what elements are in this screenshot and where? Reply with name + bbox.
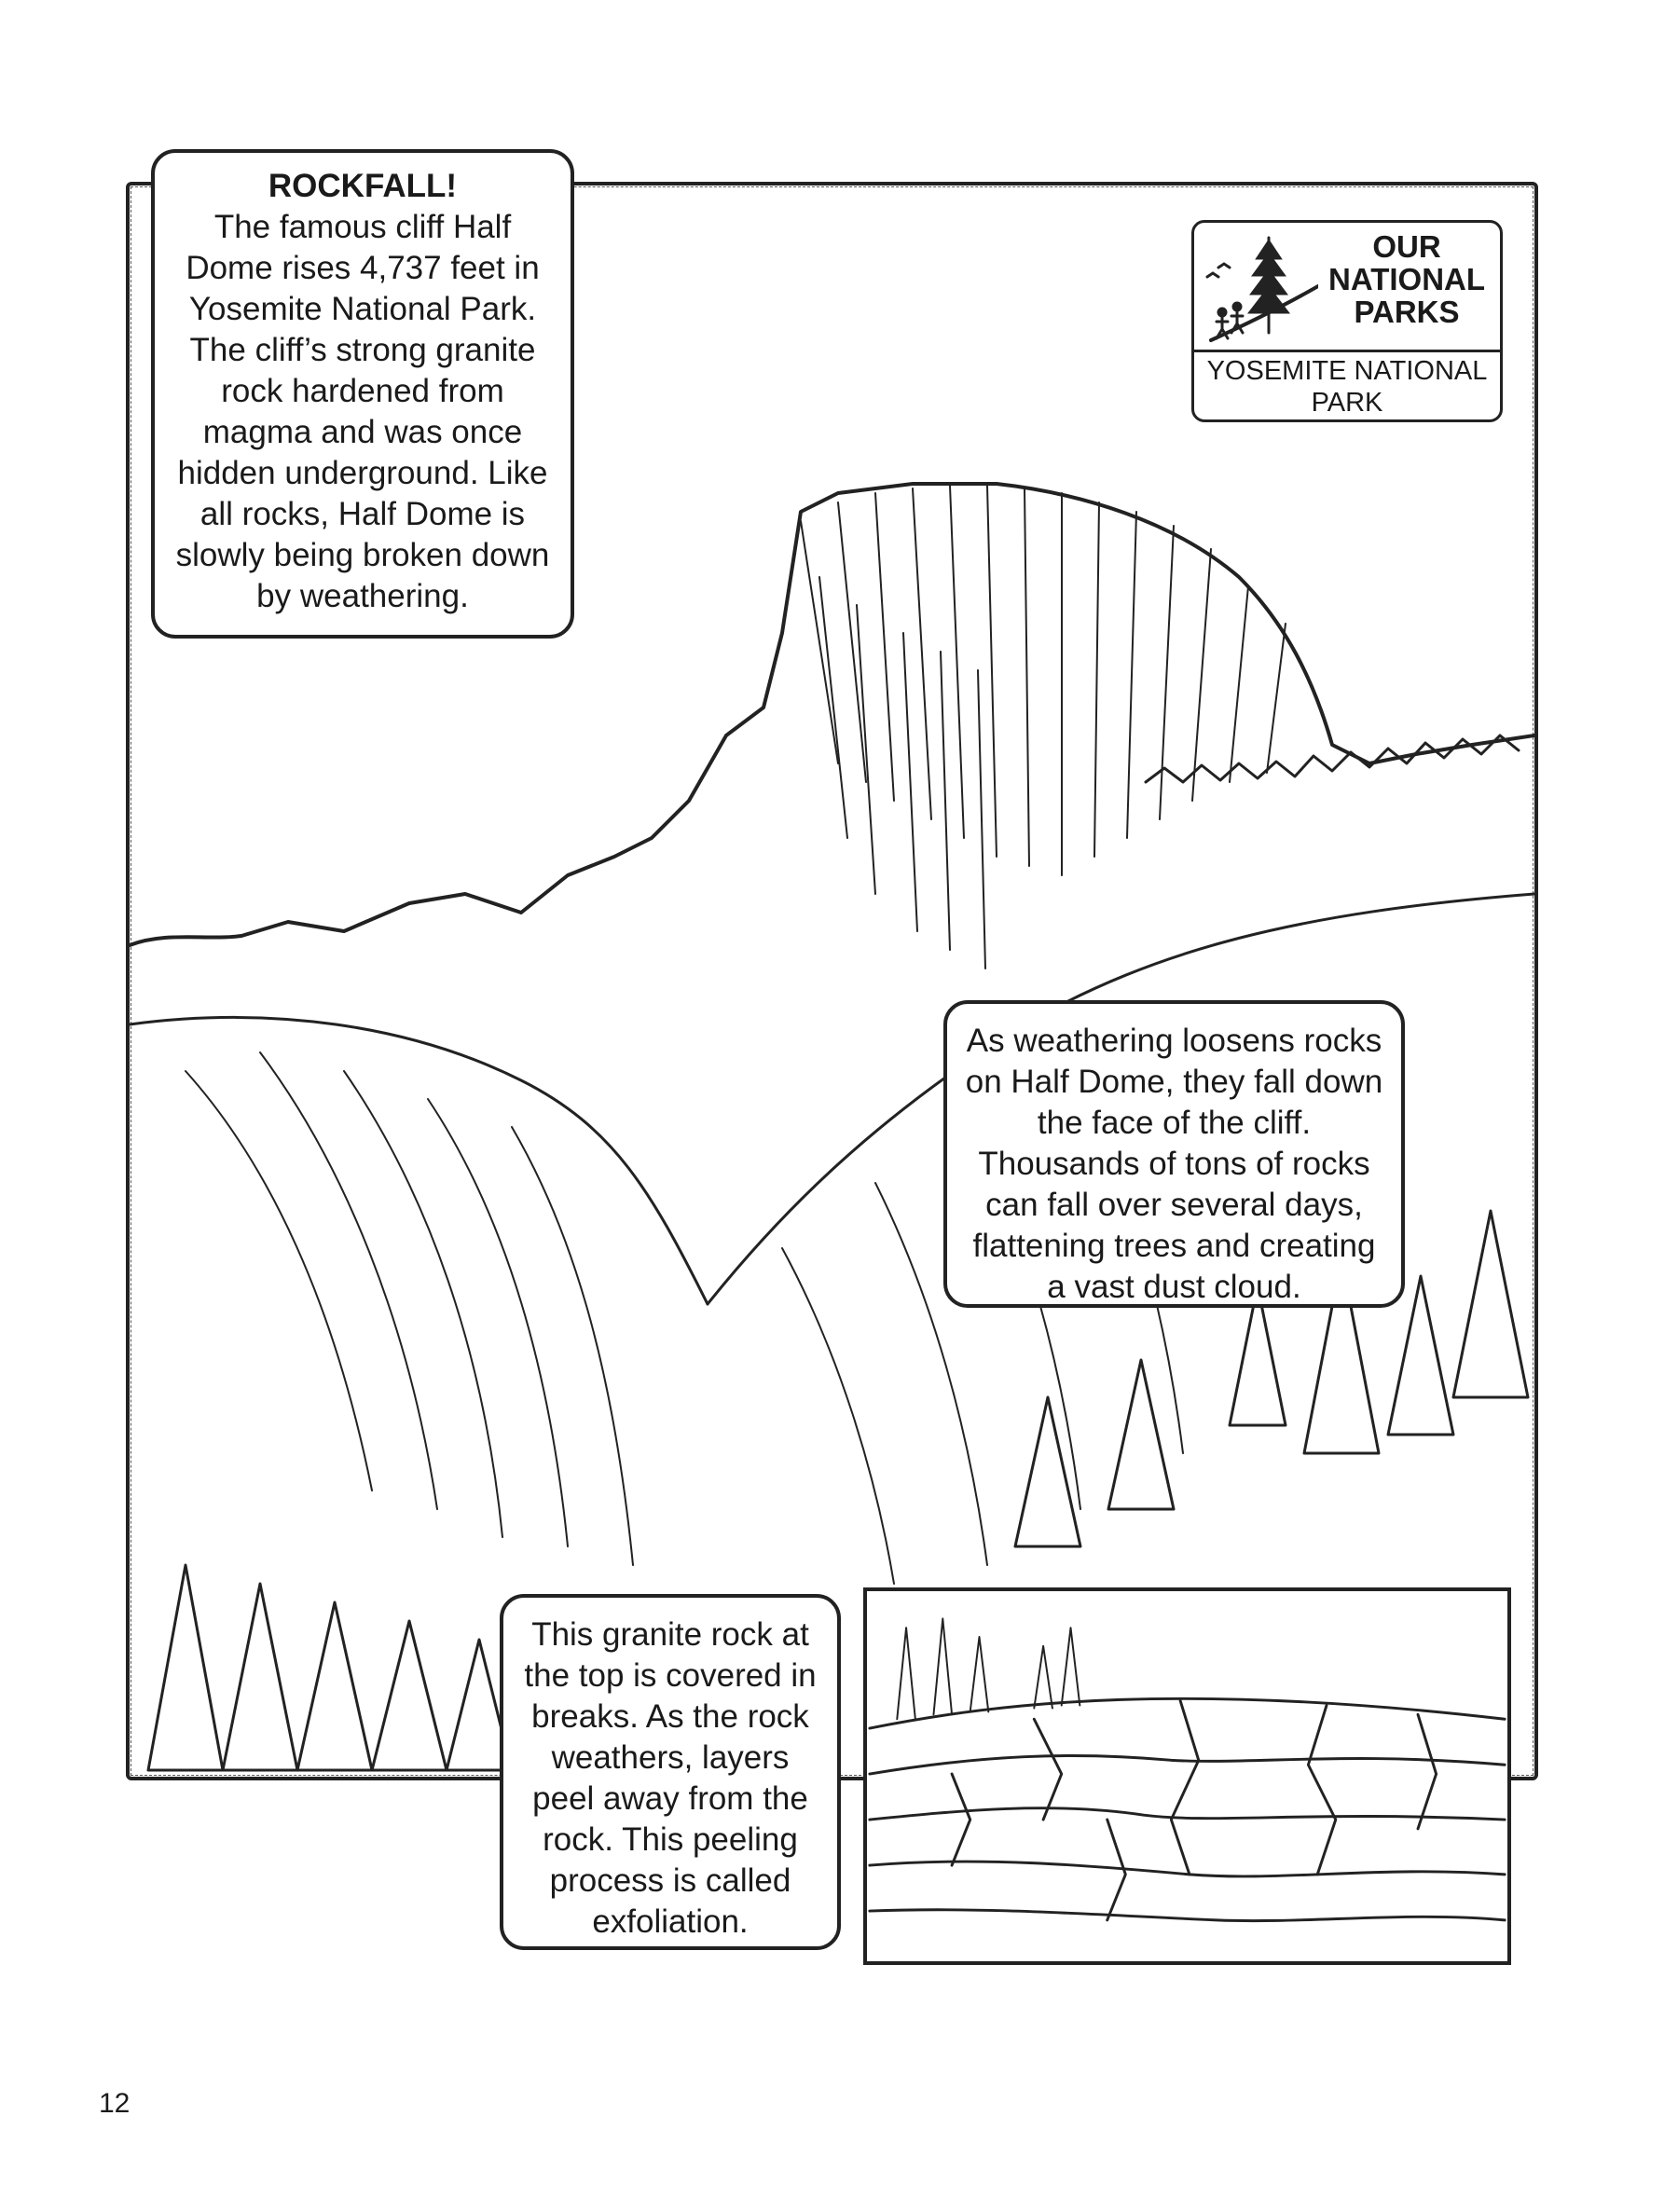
weathering-callout: [943, 1000, 1405, 1308]
badge-park-name: YOSEMITE NATIONAL PARK: [1206, 356, 1488, 418]
rockfall-title: ROCKFALL!: [268, 168, 458, 204]
tree-hikers-icon: [1202, 230, 1318, 347]
national-parks-badge: [1191, 220, 1503, 422]
rockfall-body: The famous cliff Half Dome rises 4,737 feet in Yosemite National Park. The cliff’s strong granite rock hardened from magma and was once hidden underground. Like all rocks, Half Dome is slowly being broken down by weathering.: [175, 209, 550, 614]
badge-divider: [1194, 350, 1500, 352]
exfoliation-callout: [500, 1594, 841, 1950]
rockfall-callout: [151, 149, 574, 639]
badge-title-line: NATIONAL: [1327, 262, 1486, 296]
badge-title-line: OUR: [1372, 229, 1441, 264]
badge-title: [1314, 230, 1500, 328]
exfoliation-body: This granite rock at the top is covered in breaks. As the rock weathers, layers peel away from the rock. This peeling process is called exfoliation.: [524, 1616, 817, 1940]
exfoliation-inset: [863, 1587, 1511, 1965]
exfoliated-granite-illustration: [867, 1591, 1507, 1961]
weathering-body: As weathering loosens rocks on Half Dome, they fall down the face of the cliff. Thousands of tons of rocks can fall over several days, flattening trees and creating a vast dust cloud.: [965, 1023, 1383, 1305]
badge-title-line: PARKS: [1354, 295, 1460, 329]
page-number: 12: [99, 2088, 131, 2119]
